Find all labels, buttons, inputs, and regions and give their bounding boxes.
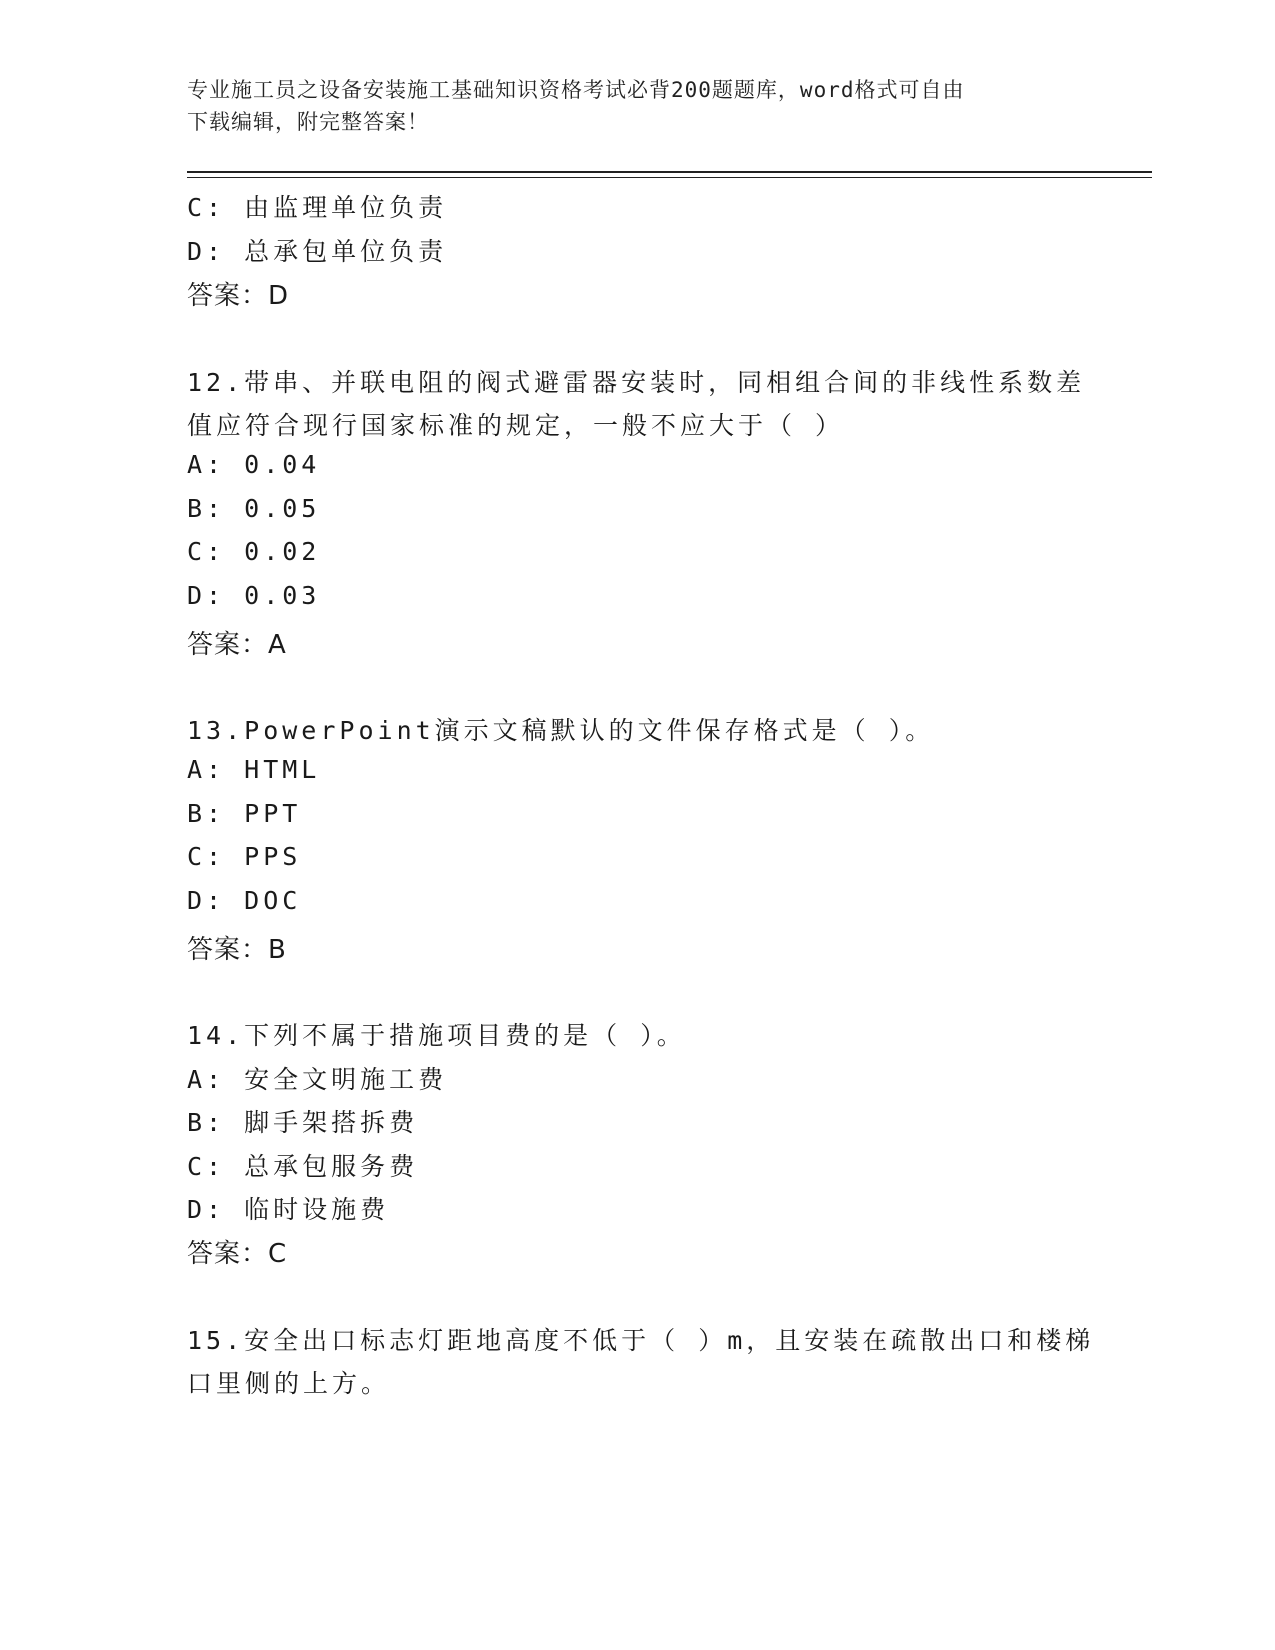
q11-option-d: D: 总承包单位负责	[187, 237, 448, 266]
q15-stem-line-1: 15.安全出口标志灯距地高度不低于（ ）m，且安装在疏散出口和楼梯	[187, 1326, 1095, 1355]
q12-stem-line-2: 值应符合现行国家标准的规定，一般不应大于（ ）	[187, 411, 845, 440]
q13-answer: 答案：B	[187, 935, 287, 965]
q15-stem-line-2: 口里侧的上方。	[187, 1369, 391, 1398]
q12-option-d: D: 0.03	[187, 581, 321, 610]
q14-stem: 14.下列不属于措施项目费的是（ ）。	[187, 1021, 686, 1050]
header-line-2: 下载编辑，附完整答案！	[187, 110, 429, 134]
q12-answer: 答案：A	[187, 630, 287, 660]
q14-answer: 答案：C	[187, 1239, 288, 1269]
q14-option-a: A: 安全文明施工费	[187, 1065, 448, 1094]
q13-stem: 13.PowerPoint演示文稿默认的文件保存格式是（ ）。	[187, 716, 935, 745]
header-divider-bottom	[187, 177, 1152, 178]
q12-stem-line-1: 12.带串、并联电阻的阀式避雷器安装时，同相组合间的非线性系数差	[187, 368, 1086, 397]
q14-option-b: B: 脚手架搭拆费	[187, 1108, 419, 1137]
q13-option-d: D: DOC	[187, 886, 302, 915]
header-divider-top	[187, 171, 1152, 173]
q14-option-c: C: 总承包服务费	[187, 1152, 419, 1181]
q14-option-d: D: 临时设施费	[187, 1195, 390, 1224]
q13-option-a: A: HTML	[187, 755, 321, 784]
header-line-1: 专业施工员之设备安装施工基础知识资格考试必背200题题库，word格式可自由	[187, 78, 965, 102]
q13-option-c: C: PPS	[187, 842, 302, 871]
q13-option-b: B: PPT	[187, 799, 302, 828]
q11-option-c: C: 由监理单位负责	[187, 193, 448, 222]
q12-option-b: B: 0.05	[187, 494, 321, 523]
q12-option-a: A: 0.04	[187, 450, 321, 479]
q11-answer: 答案：D	[187, 281, 290, 311]
q12-option-c: C: 0.02	[187, 537, 321, 566]
document-header	[187, 74, 1067, 138]
